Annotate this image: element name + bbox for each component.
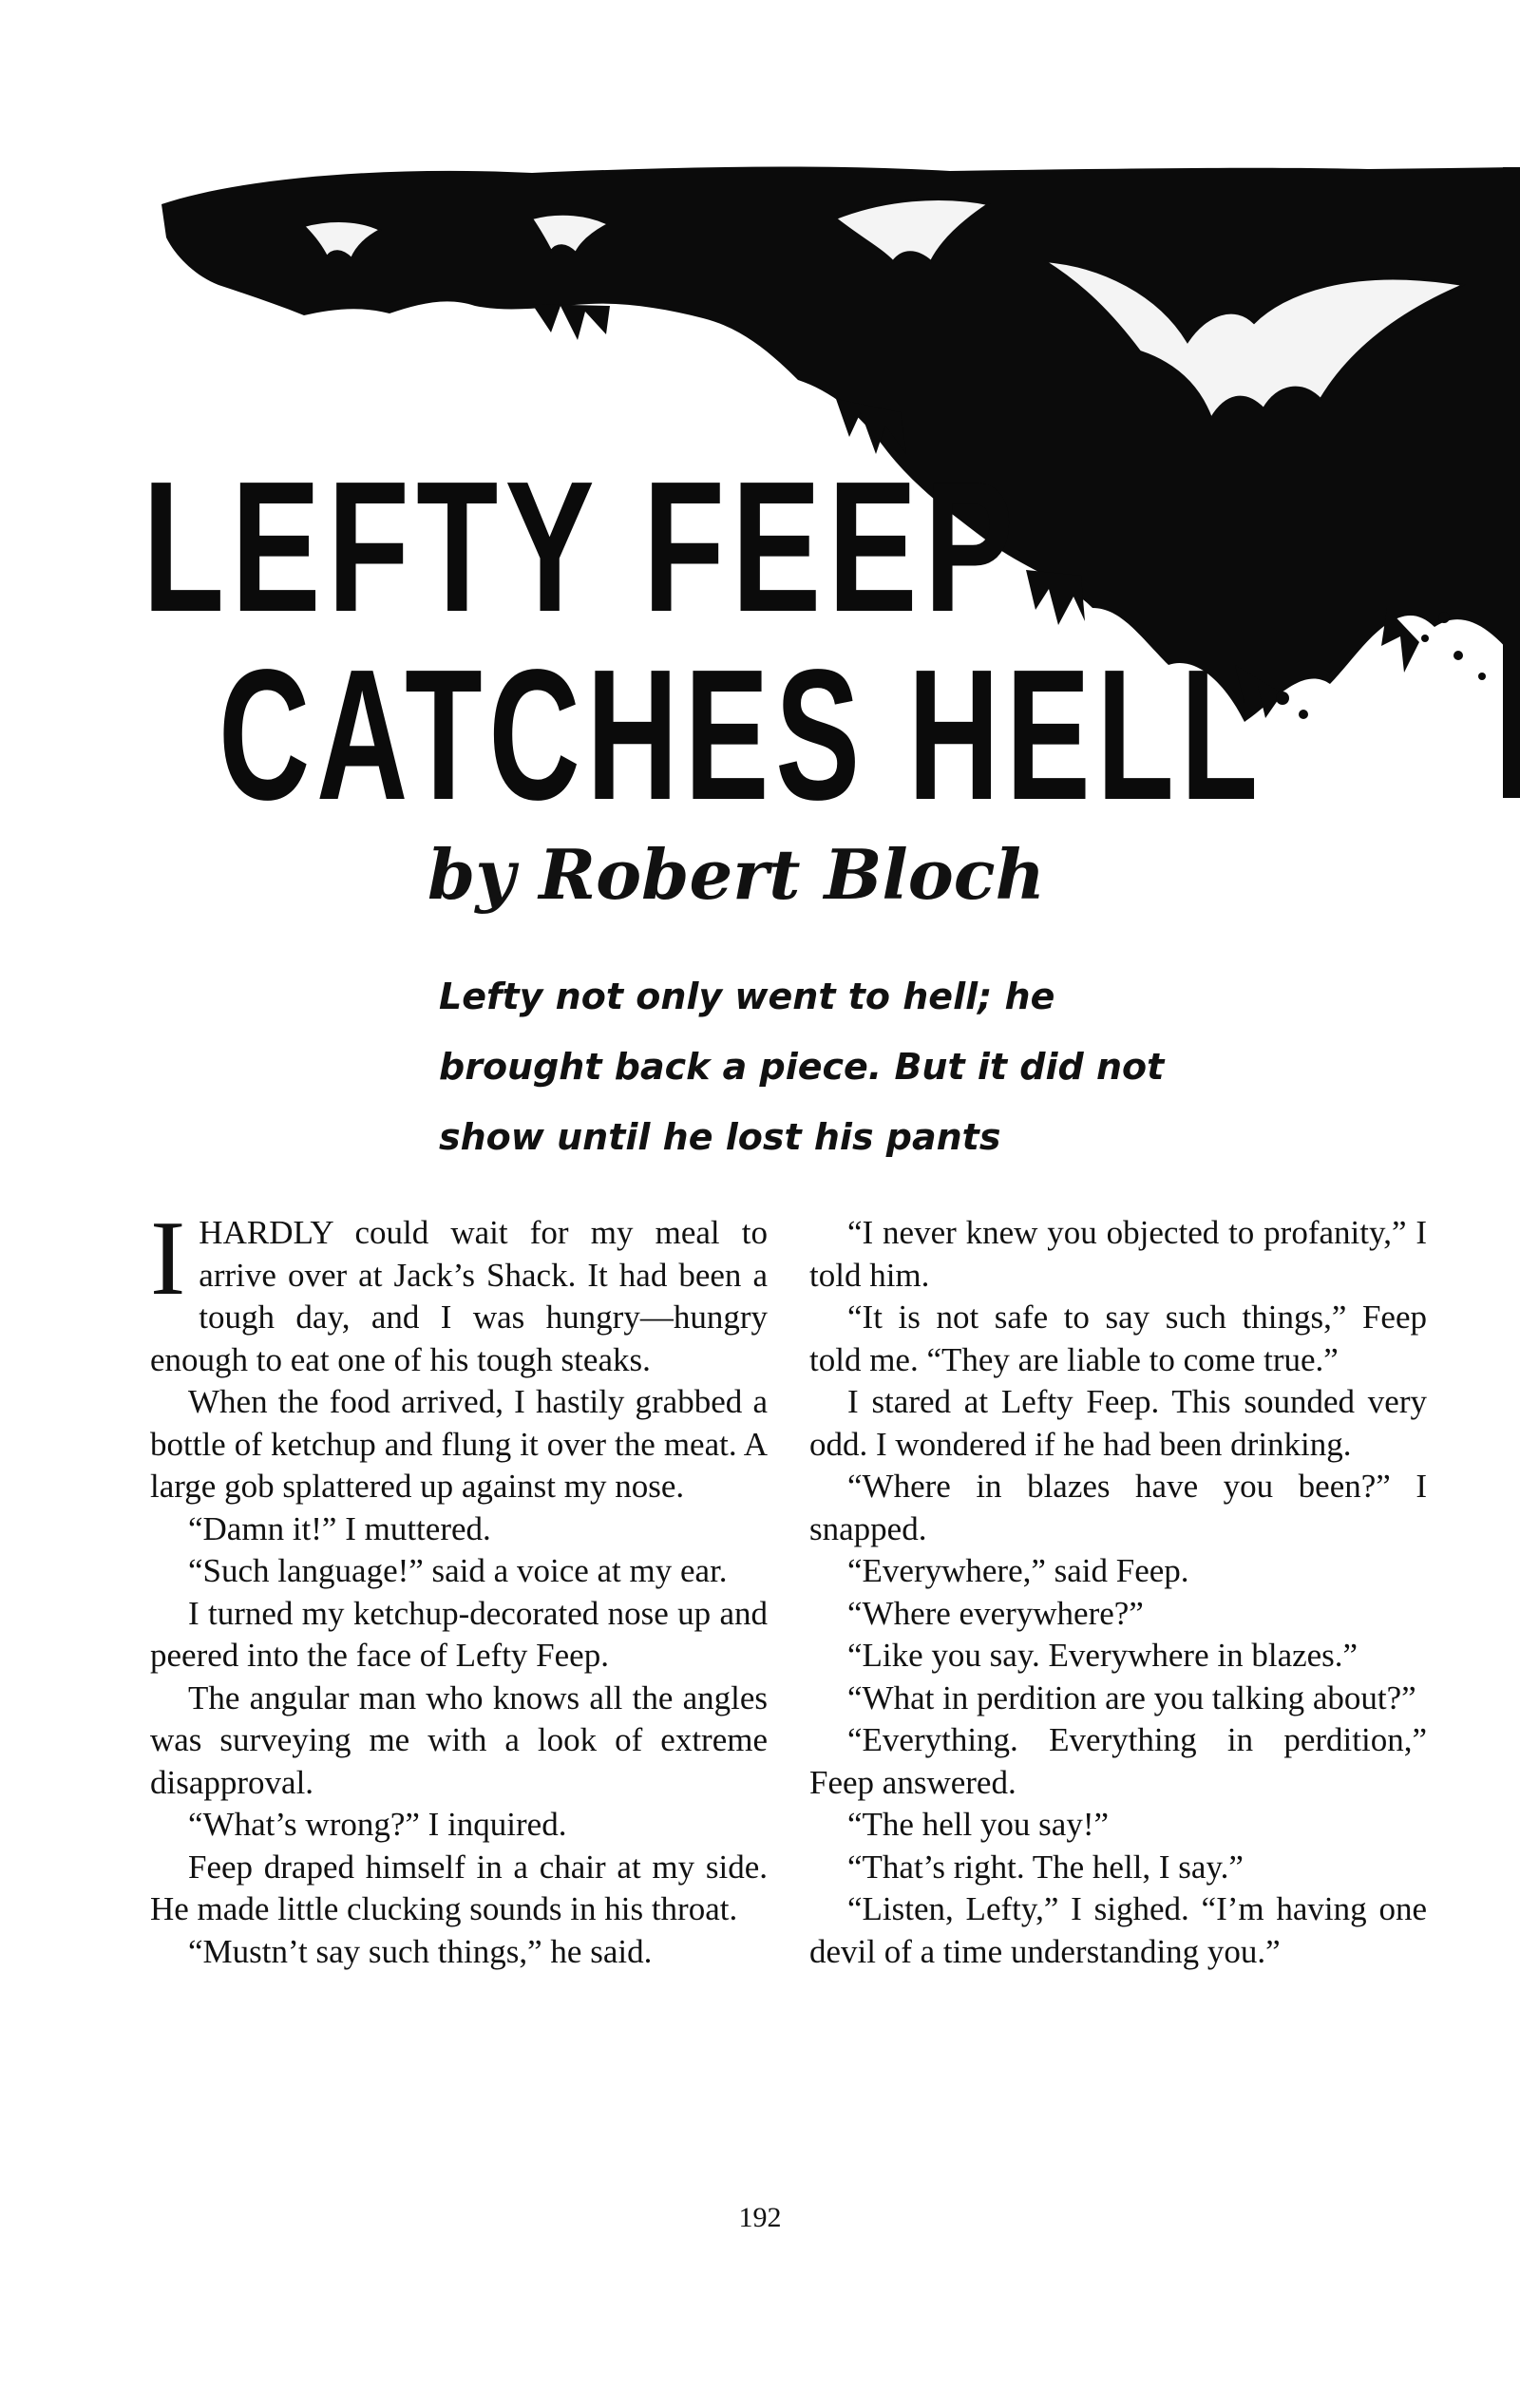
paragraph: “The hell you say!” (847, 1806, 1110, 1843)
page-number: 192 (738, 2202, 782, 2233)
paragraph: I stared at Lefty Feep. This sounded very odd. I wondered if he had been drinking. (809, 1383, 1427, 1463)
paragraph: “Everywhere,” said Feep. (847, 1552, 1189, 1589)
story-title-line-2: CATCHES HELL (218, 631, 1264, 839)
paragraph: The angular man who knows all the angles was surveying me with a look of extreme disapproval. (150, 1678, 768, 1801)
paragraph: “That’s right. The hell, I say.” (847, 1848, 1244, 1886)
right-text-column (809, 1212, 1427, 1973)
author-byline: by Robert Bloch (428, 834, 1045, 915)
paragraph: “What in perdition are you talking about?” (847, 1678, 1416, 1716)
story-blurb: Lefty not only went to hell; he brought back a piece. But it did not show until he lost his pants (439, 976, 1165, 1158)
paragraph: Feep draped himself in a chair at my side. He made little clucking sounds in his throat. (150, 1848, 768, 1927)
paragraph: “It is not safe to say such things,” Feep told me. “They are liable to come true.” (809, 1299, 1427, 1378)
paragraph: “Like you say. Everywhere in blazes.” (847, 1637, 1358, 1674)
paragraph: “Where everywhere?” (847, 1594, 1144, 1632)
paragraph: “I never knew you objected to profanity,” I told him. (809, 1214, 1427, 1294)
paragraph: “Mustn’t say such things,” he said. (188, 1932, 653, 1970)
story-title-line-1: LEFTY FEEP (142, 443, 1021, 651)
paragraph: “Damn it!” I muttered. (188, 1509, 491, 1547)
paragraph: I turned my ketchup-decorated nose up and peered into the face of Lefty Feep. (150, 1594, 768, 1674)
drop-cap: I (150, 1200, 186, 1318)
left-text-column (150, 1200, 768, 1973)
paragraph: “Everything. Everything in perdition,” Feep answered. (809, 1721, 1427, 1801)
paragraph: “What’s wrong?” I inquired. (188, 1806, 567, 1843)
paragraph: “Where in blazes have you been?” I snapped. (809, 1468, 1427, 1547)
paragraph: When the food arrived, I hastily grabbed a bottle of ketchup and flung it over the meat. A large gob splattered up against my nose. (150, 1383, 768, 1505)
paragraph: “Such language!” said a voice at my ear. (188, 1552, 728, 1589)
paragraph: “Listen, Lefty,” I sighed. “I’m having one devil of a time understanding you.” (809, 1890, 1427, 1970)
paragraph-text: HARDLY could wait for my meal to arrive over at Jack’s Shack. It had been a tough day, and I was hungry—hungry enough to eat one of his tough steaks. (150, 1214, 768, 1378)
opening-paragraph (150, 1200, 768, 1381)
